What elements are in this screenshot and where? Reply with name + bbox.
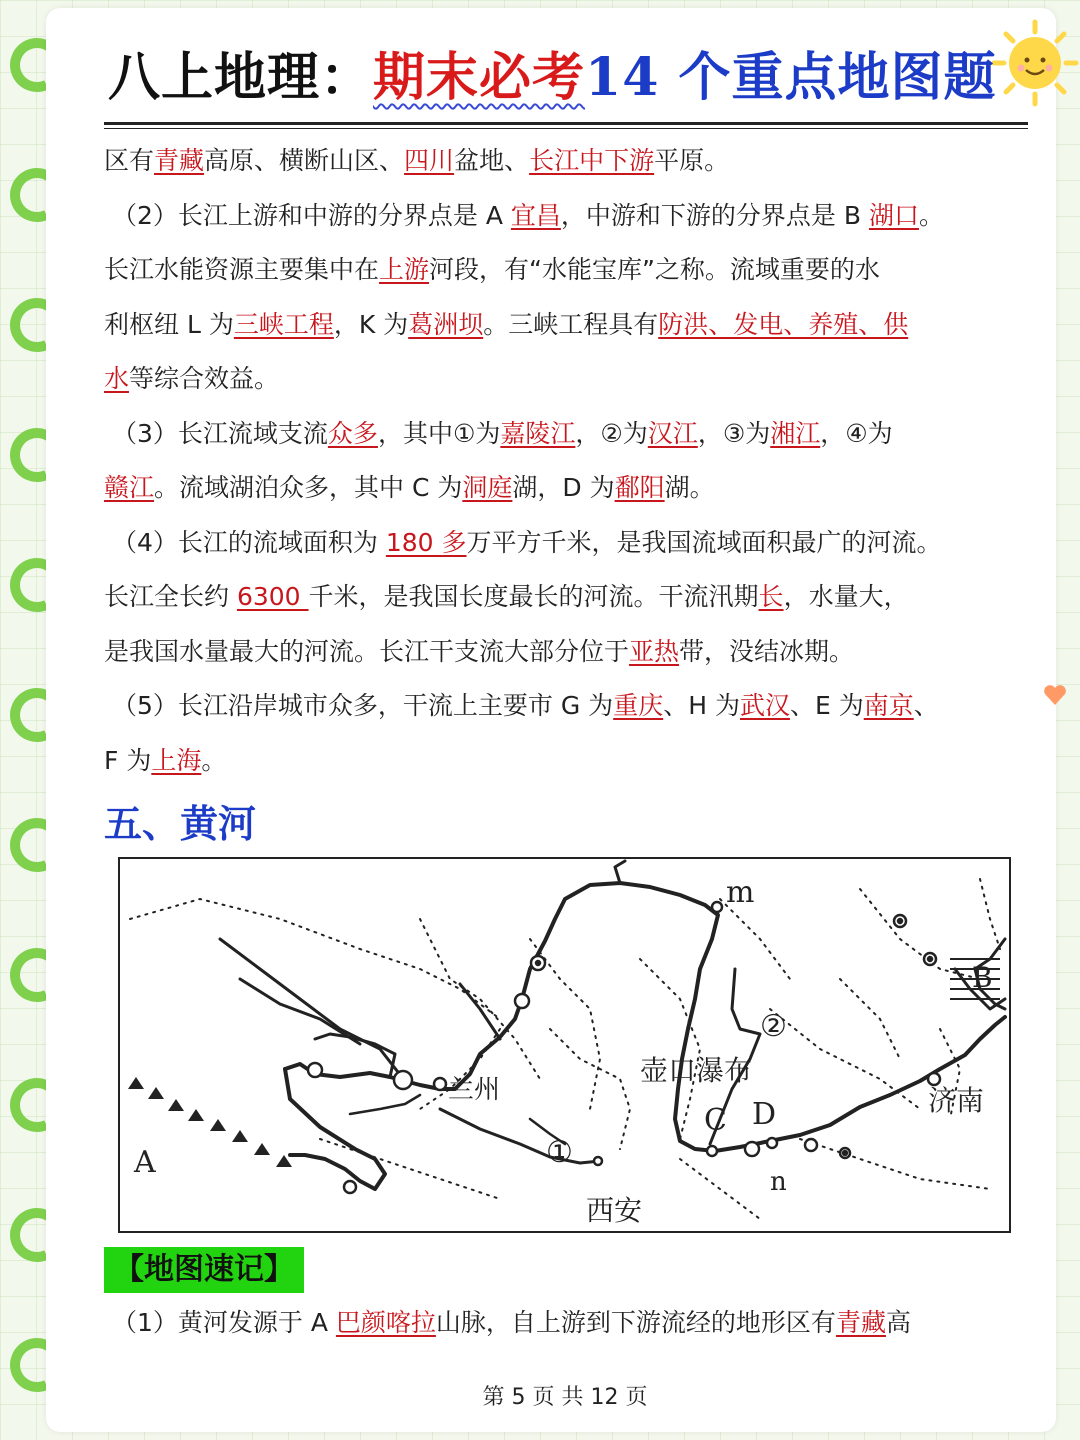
answer: 汉江: [647, 418, 698, 448]
yellow-river-notes: [104, 1296, 1039, 1350]
answer: 湘江: [770, 418, 821, 448]
answer: 青藏: [154, 146, 205, 175]
section-title: 五、黄河: [104, 801, 257, 846]
text-line: 水等综合效益。: [104, 364, 280, 393]
paragraph-5: （5）长江沿岸城市众多，干流上主要市 G 为重庆、H 为武汉、E 为南京、: [112, 691, 939, 720]
answer: 6300: [236, 582, 309, 611]
paragraph-1: （1）黄河发源于 A 巴颜喀拉山脉，自上游到下游流经的地形区有青藏高: [112, 1308, 911, 1337]
map-label-hukou: 壶口瀑布: [640, 1054, 753, 1087]
answer: 赣江: [104, 473, 155, 502]
page-footer: 第 5 页 共 12 页: [482, 1385, 648, 1410]
map-label-n: n: [770, 1167, 787, 1197]
answer: 巴颜喀拉: [335, 1308, 436, 1337]
answer: 三峡工程: [233, 309, 334, 339]
answer: 重庆: [613, 691, 664, 720]
map-label-lanzhou: 兰州: [448, 1075, 501, 1105]
answer: 四川: [404, 146, 455, 175]
answer: 武汉: [739, 691, 790, 720]
map-label-two: ②: [760, 1009, 787, 1044]
heart-icon: [1042, 682, 1068, 708]
paragraph-4: （4）长江的流域面积为 180 多万平方千米，是我国流域面积最广的河流。: [112, 527, 942, 557]
paragraph-3: （3）长江流域支流众多，其中①为嘉陵江，②为汉江，③为湘江，④为: [112, 418, 893, 448]
text-line: 长江水能资源主要集中在上游河段，有“水能宝库”之称。流域重要的水: [104, 255, 880, 284]
answer: 亚热: [629, 636, 680, 666]
text-line: 利枢纽 L 为三峡工程，K 为葛洲坝。三峡工程具有防洪、发电、养殖、供: [104, 309, 909, 339]
paragraph-2: （2）长江上游和中游的分界点是 A 宜昌，中游和下游的分界点是 B 湖口。: [112, 200, 944, 230]
map-label-d: D: [752, 1097, 777, 1132]
answer: 葛洲坝: [408, 309, 484, 339]
answer: 长江中下游: [529, 146, 655, 175]
text-line: 区有青藏高原、横断山区、四川盆地、长江中下游平原。: [104, 146, 730, 175]
text-line: 长江全长约 6300 千米，是我国长度最长的河流。干流汛期长，水量大，: [104, 582, 909, 611]
title-part: 八上地理：: [108, 47, 374, 108]
answer: 宜昌: [510, 200, 561, 230]
map-drawing: [120, 859, 1009, 1231]
answer: 青藏: [835, 1308, 886, 1337]
title-divider: [104, 122, 1028, 125]
map-label-b: B: [972, 961, 993, 994]
text-line: 赣江。流域湖泊众多，其中 C 为洞庭湖，D 为鄱阳湖。: [104, 473, 715, 502]
answer: 众多: [327, 418, 378, 448]
answer: 南京: [863, 691, 914, 720]
answer: 水: [104, 364, 130, 393]
title-part: 14 个重点地图题: [585, 47, 997, 108]
answer: 洞庭: [462, 473, 513, 502]
answer: 鄱阳: [614, 473, 665, 502]
text-line: F 为上海。: [104, 745, 227, 775]
answer: 防洪、发电、养殖、供: [658, 309, 909, 339]
map-label-one: ①: [546, 1135, 573, 1170]
answer: 嘉陵江: [500, 418, 576, 448]
answer: 上游: [379, 255, 430, 284]
answer: 长: [758, 582, 784, 611]
map-label-m: m: [726, 875, 755, 910]
map-label-jinan: 济南: [928, 1084, 985, 1117]
map-quick-notes-tag: 【地图速记】: [104, 1247, 304, 1293]
answer: 180 多: [385, 527, 467, 557]
page-title: [108, 38, 1048, 118]
map-label-a: A: [134, 1145, 156, 1180]
map-label-xian: 西安: [586, 1194, 643, 1227]
title-highlight: 期末必考: [373, 47, 586, 108]
yangtze-notes: [104, 134, 1039, 788]
yellow-river-map: [118, 857, 1011, 1233]
title-divider: [104, 128, 1028, 129]
answer: 湖口: [868, 200, 919, 230]
map-label-c: C: [704, 1103, 727, 1138]
text-line: 是我国水量最大的河流。长江干支流大部分位于亚热带，没结冰期。: [104, 636, 855, 666]
answer: 上海: [151, 745, 202, 775]
